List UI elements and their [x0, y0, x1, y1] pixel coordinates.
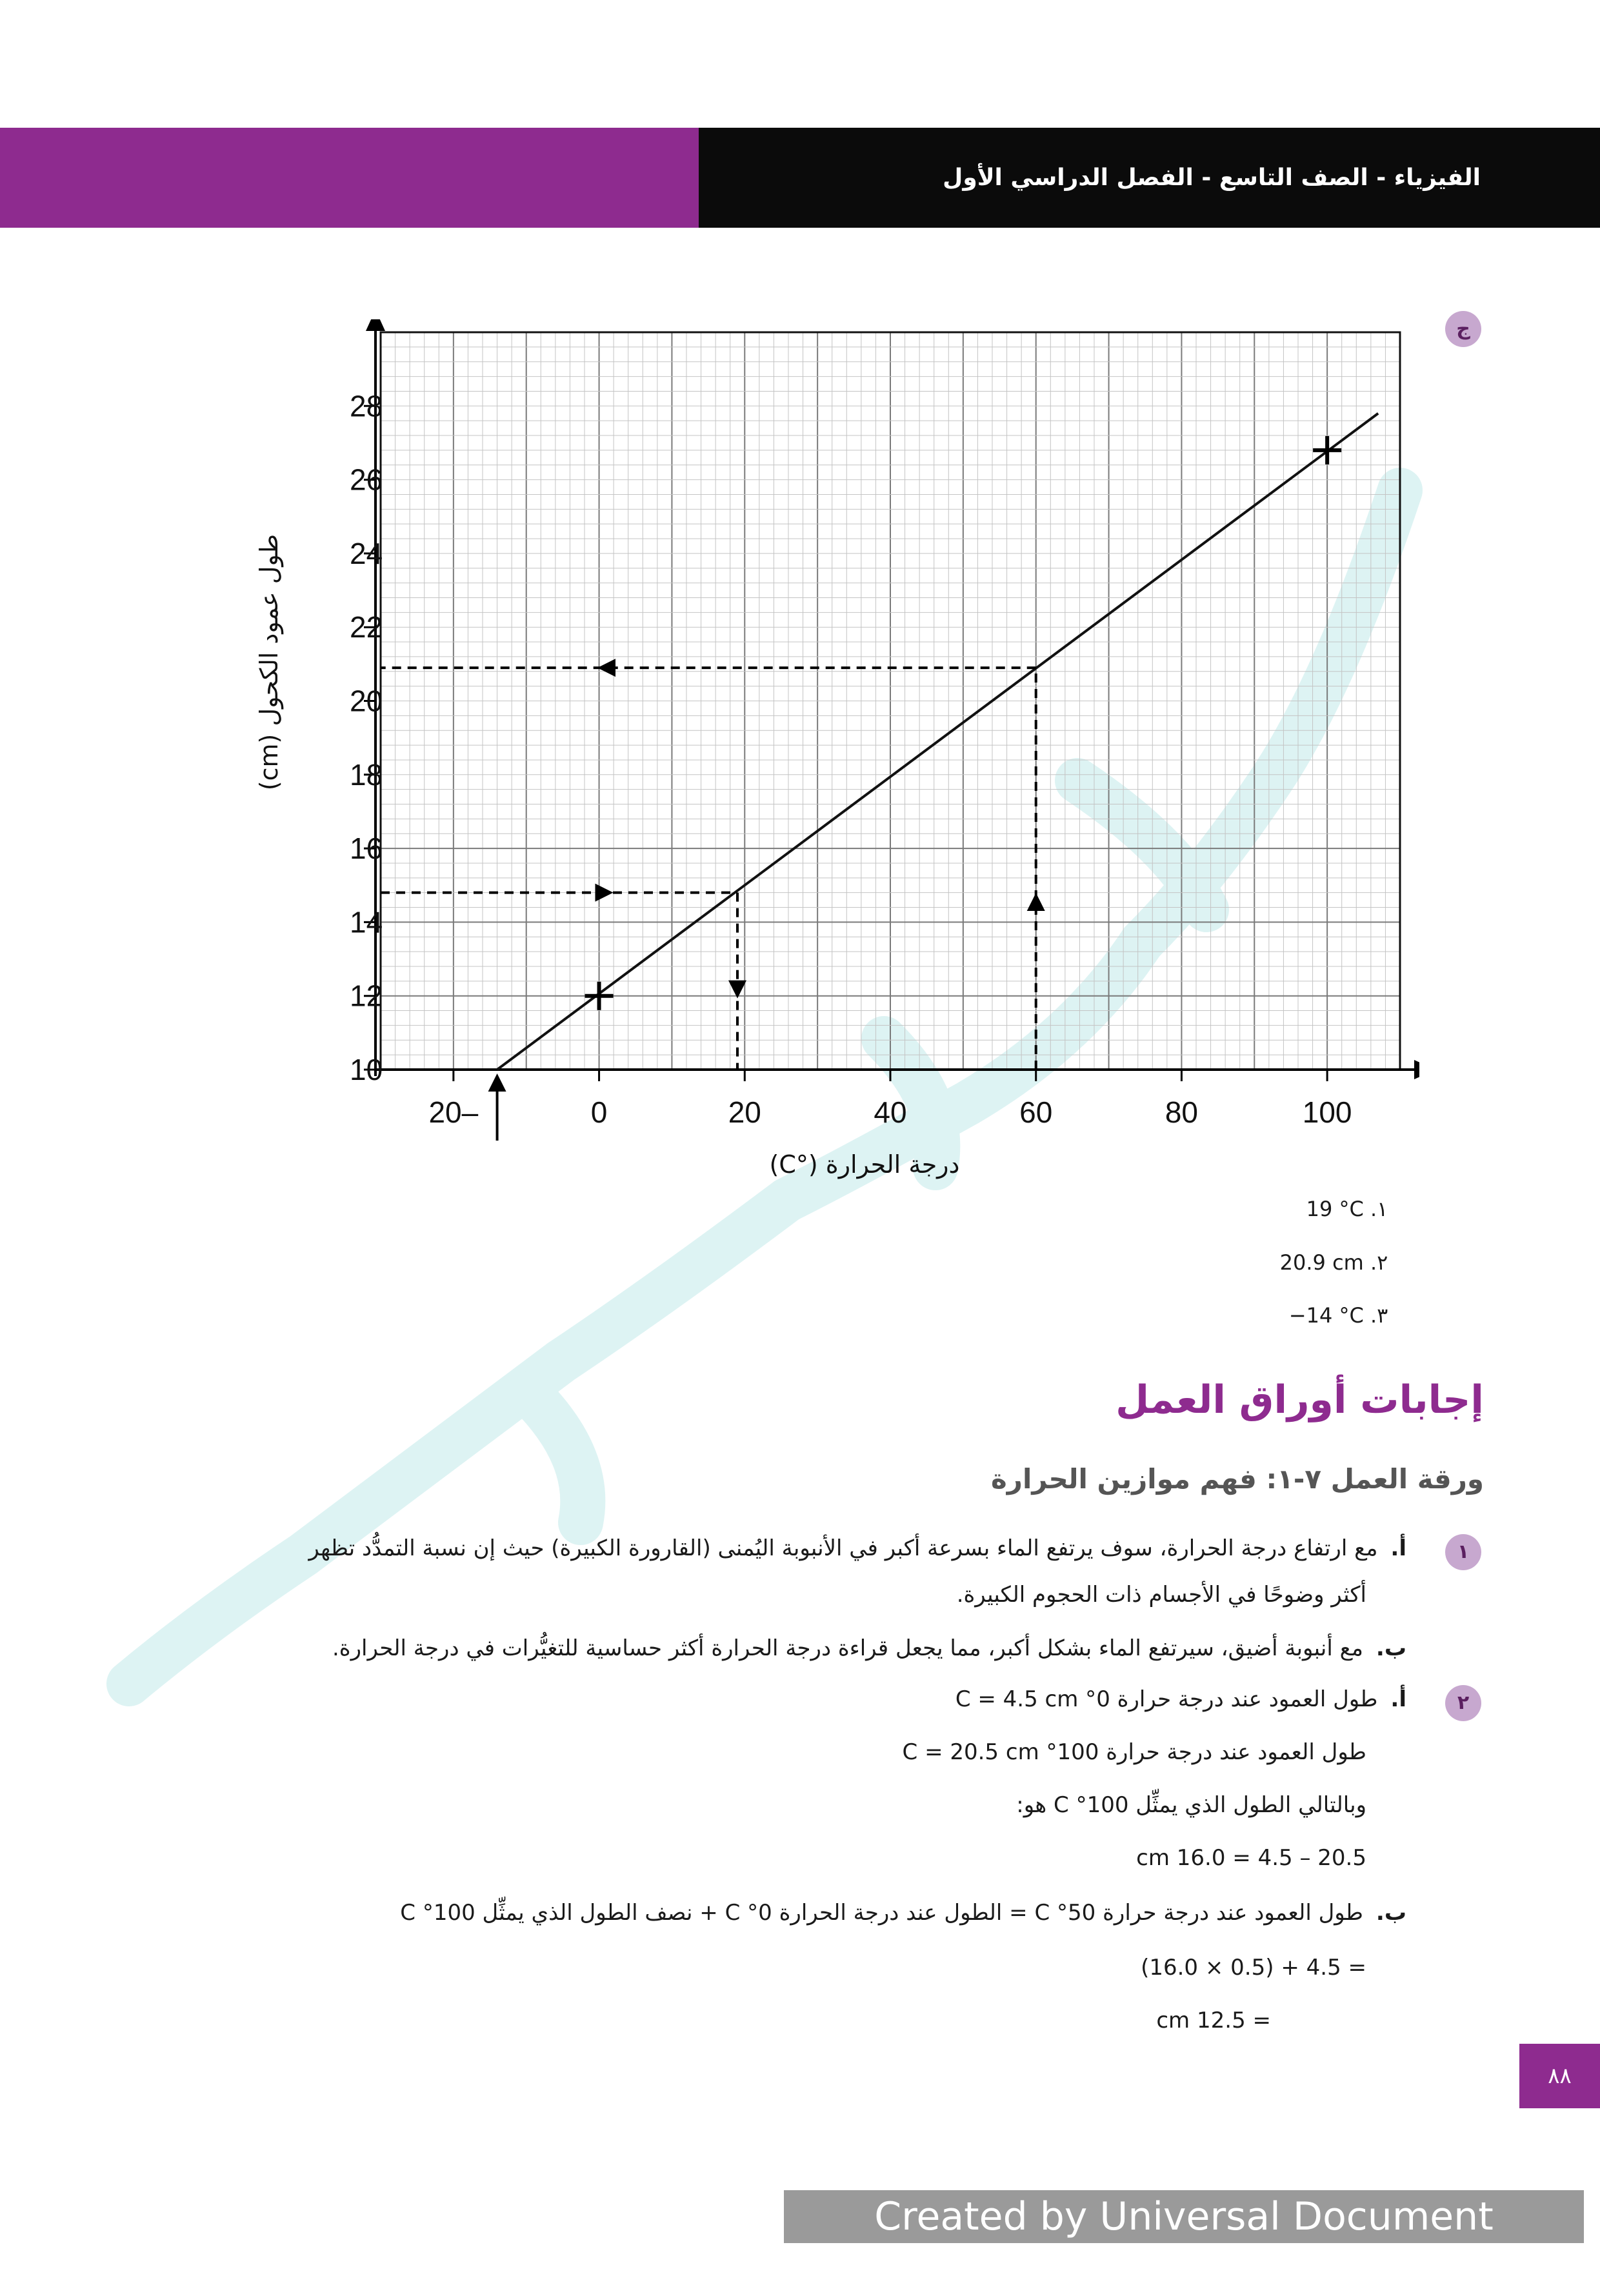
worksheet-title: ورقة العمل ٧-١: فهم موازين الحرارة	[991, 1463, 1484, 1495]
reading-arrow-icon	[597, 659, 615, 677]
answer-3-value: −14 °C	[1288, 1303, 1364, 1328]
q2-a-line-1	[955, 1686, 1406, 1712]
reading-arrow-icon	[488, 1073, 506, 1092]
question-2-badge: ٢	[1445, 1685, 1481, 1721]
y-axis-label: طول عمود الكحول (cm)	[255, 534, 283, 791]
y-tick-label: 22	[350, 610, 383, 644]
series-line	[497, 414, 1379, 1070]
q1-b-line	[332, 1635, 1406, 1661]
x-axis-arrow-icon	[1414, 1060, 1419, 1079]
q1-a-line-2: أكثر وضوحًا في الأجسام ذات الحجوم الكبيرة.	[956, 1582, 1366, 1608]
q2-b-line-2: = 4.5 + (0.5 × 16.0)	[1141, 1955, 1366, 1981]
x-tick-label: 60	[1019, 1095, 1053, 1129]
answer-2-value: 20.9 cm	[1279, 1250, 1364, 1275]
q2-b-line-3: = 12.5 cm	[1156, 2008, 1271, 2033]
answer-1-value: 19 °C	[1306, 1197, 1364, 1221]
reading-arrow-icon	[595, 884, 614, 902]
answer-3	[1289, 1303, 1409, 1328]
answer-2	[1280, 1250, 1409, 1275]
y-tick-label: 24	[350, 536, 383, 570]
x-tick-label: 0	[590, 1095, 608, 1129]
answer-1	[1306, 1197, 1409, 1221]
y-tick-label: 28	[350, 389, 383, 423]
y-tick-label: 18	[350, 757, 383, 792]
y-tick-label: 26	[350, 463, 383, 497]
x-tick-label: 80	[1165, 1095, 1199, 1129]
x-tick-label: –20	[428, 1095, 479, 1129]
y-tick-label: 10	[350, 1053, 383, 1086]
q2-b-line-1	[400, 1900, 1406, 1926]
header-accent-band	[0, 128, 699, 228]
q1-a-text-1: مع ارتفاع درجة الحرارة، سوف يرتفع الماء بسرعة أكبر في الأنبوبة اليُمنى (القارورة الكبيرة) حيث إن نسبة التمدُّد تظهر	[308, 1535, 1378, 1561]
y-axis-arrow-icon	[366, 319, 385, 331]
page-number: ٨٨	[1519, 2044, 1600, 2108]
q2-a-text-1: طول العمود عند درجة حرارة 0° C = 4.5 cm	[955, 1686, 1378, 1712]
q2-a-label: أ.	[1390, 1686, 1406, 1712]
q1-a-line-1	[308, 1535, 1406, 1561]
y-tick-label: 16	[350, 832, 383, 866]
q2-a-line-4: 20.5 – 4.5 = 16.0 cm	[1136, 1845, 1366, 1871]
converter-watermark: Created by Universal Document Converter	[784, 2190, 1584, 2243]
q1-b-label: ب.	[1375, 1635, 1406, 1661]
x-tick-label: 20	[728, 1095, 761, 1129]
x-axis-label: درجة الحرارة (°C)	[769, 1150, 960, 1179]
reading-arrow-icon	[1027, 893, 1045, 911]
part-c-badge: ج	[1445, 311, 1481, 347]
question-1-badge: ١	[1445, 1534, 1481, 1570]
page-header-title: الفيزياء - الصف التاسع - الفصل الدراسي الأول	[943, 165, 1481, 191]
temperature-length-chart	[239, 319, 1419, 1197]
answer-3-number: ٣.	[1370, 1303, 1388, 1328]
answer-1-number: ١.	[1370, 1197, 1388, 1221]
q2-a-line-3: وبالتالي الطول الذي يمثِّل 100° C هو:	[1016, 1792, 1366, 1818]
y-tick-label: 20	[350, 684, 383, 718]
answer-2-number: ٢.	[1370, 1250, 1388, 1275]
y-tick-label: 14	[350, 905, 383, 939]
x-tick-label: 40	[874, 1095, 907, 1129]
q2-b-label: ب.	[1375, 1900, 1406, 1926]
section-title: إجابات أوراق العمل	[1115, 1377, 1484, 1423]
q1-a-label: أ.	[1390, 1535, 1406, 1561]
q2-b-text-1: طول العمود عند درجة حرارة 50° C = الطول عند درجة الحرارة 0° C + نصف الطول الذي يمثِّل 100° C	[400, 1900, 1363, 1926]
q2-a-line-2: طول العمود عند درجة حرارة 100° C = 20.5 cm	[902, 1739, 1366, 1765]
y-tick-label: 12	[350, 979, 383, 1013]
q1-b-text: مع أنبوبة أضيق، سيرتفع الماء بشكل أكبر، مما يجعل قراءة درجة الحرارة أكثر حساسية للتغيُّرات في درجة الحرارة.	[332, 1635, 1363, 1661]
x-tick-label: 100	[1302, 1095, 1352, 1129]
